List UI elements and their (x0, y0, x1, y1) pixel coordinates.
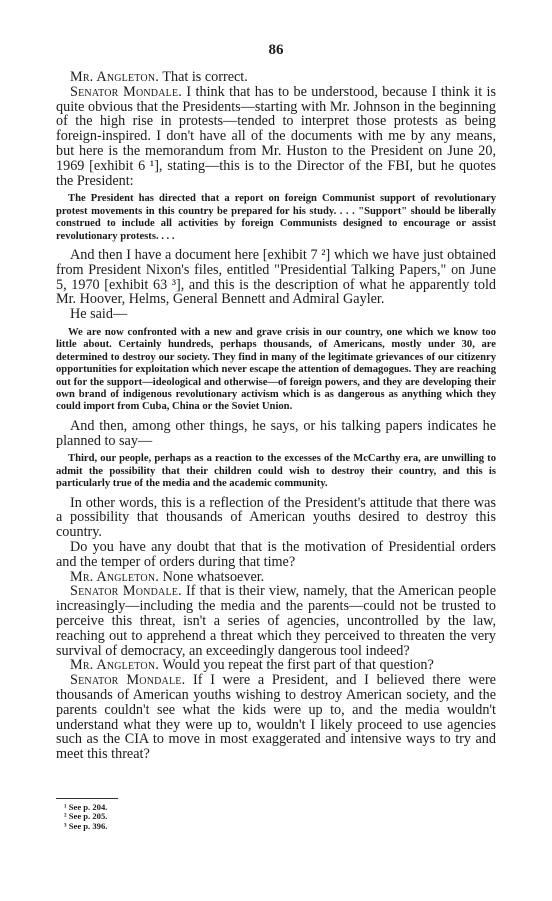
paragraph-text: In other words, this is a reflection of the President's attitude that there was a possibility that thousands of American youths desired to destroy this country. (56, 494, 496, 541)
speaker-name: Senator Mondale. (70, 672, 186, 689)
paragraph-text: I think that has to be understood, because I think it is quite obvious that the Presidents—starting with Mr. Johnson in the beginning of the high rise in protests—tended to interpret those protests as being foreign-inspired. I don't have all of the documents with me by any means, but here is the memorandum from Mr. Huston to the President on June 20, 1969 [exhibit 6 ¹], stating—this is to the Director of the FBI, but he quotes the President: (56, 83, 496, 189)
speaker-name: Mr. Angleton. (70, 657, 160, 674)
paragraph-text: If I were a President, and I believed there were thousands of American youths wishing to destroy American society, and the parents couldn't see what the kids were up to, and the media wouldn't understand what they were up to, wouldn't I likely proceed to use agencies such as the CIA to move in most exaggerated and intensive ways to try and meet this threat? (56, 672, 496, 763)
footnote: ³ See p. 396. (64, 820, 108, 831)
footnote-divider (56, 798, 118, 799)
paragraph (56, 584, 496, 658)
paragraph (56, 307, 496, 322)
footnote: ² See p. 205. (64, 811, 108, 822)
block-quote: Third, our people, perhaps as a reaction to the excesses of the McCarthy era, are unwilling to admit the possibility that their children could wish to destroy their country, and this is particularly true of the media and the academic community. (56, 453, 496, 490)
paragraph-text: He said— (70, 306, 128, 323)
paragraph (56, 540, 496, 570)
paragraph (56, 673, 496, 762)
paragraph-text: If that is their view, namely, that the American people increasingly—including the media and the parents—could not be trusted to perceive this threat, isn't a series of agencies, uncontrolled by the law, reaching out to apprehend a threat which they perceived to threaten the very survival of democracy, an exceedingly dangerous tool indeed? (56, 583, 496, 659)
paragraph (56, 419, 496, 449)
paragraph-text: And then, among other things, he says, or his talking papers indicates he planned to say— (56, 417, 496, 449)
paragraph-text: Do you have any doubt that that is the motivation of Presidential orders and the temper of orders during that time? (56, 539, 496, 570)
speaker-name: Mr. Angleton. (70, 568, 160, 585)
paragraph (56, 570, 496, 585)
paragraph (56, 85, 496, 189)
footnote: ¹ See p. 204. (64, 802, 108, 812)
block-quote: We are now confronted with a new and grave crisis in our country, one which we know too little about. Certainly hundreds, perhaps thousands, of Americans, mostly under 30, are determined to destroy our society. They find in many of the legitimate grievances of our citizenry opportunities for exploitation which never escape the attention of demagogues. They are reaching out for the support—ideological and otherwise—of foreign powers, and they are developing their own brand of indigenous revolutionary activism which is as dangerous as anything which they could import from Cuba, China or the Soviet Union. (56, 326, 496, 413)
speaker-name: Senator Mondale. (70, 83, 183, 100)
paragraph-text: None whatsoever. (159, 568, 265, 585)
speaker-name: Mr. Angleton. (70, 69, 160, 85)
paragraph (56, 248, 496, 307)
transcript-body (56, 70, 496, 762)
footnotes (56, 798, 256, 831)
paragraph (56, 658, 496, 673)
paragraph-text: That is correct. (159, 69, 248, 85)
speaker-name: Senator Mondale. (70, 583, 182, 600)
paragraph-text: Would you repeat the first part of that question? (159, 657, 434, 674)
block-quote: The President has directed that a report on foreign Communist support of revolutionary protest movements in this country be prepared for his study. . . . "Support" should be liberally construed to include all activities by foreign Communists designed to encourage or assist revolutionary protests. . . . (56, 193, 496, 242)
paragraph-text: And then I have a document here [exhibit 7 ²] which we have just obtained from President Nixon's files, entitled "Presidential Talking Papers," on June 5, 1970 [exhibit 63 ³], and this is the description of what he apparently told Mr. Hoover, Helms, General Bennett and Admiral Gayler. (56, 247, 496, 308)
page-number: 86 (268, 42, 284, 58)
paragraph (56, 70, 496, 85)
paragraph (56, 496, 496, 540)
